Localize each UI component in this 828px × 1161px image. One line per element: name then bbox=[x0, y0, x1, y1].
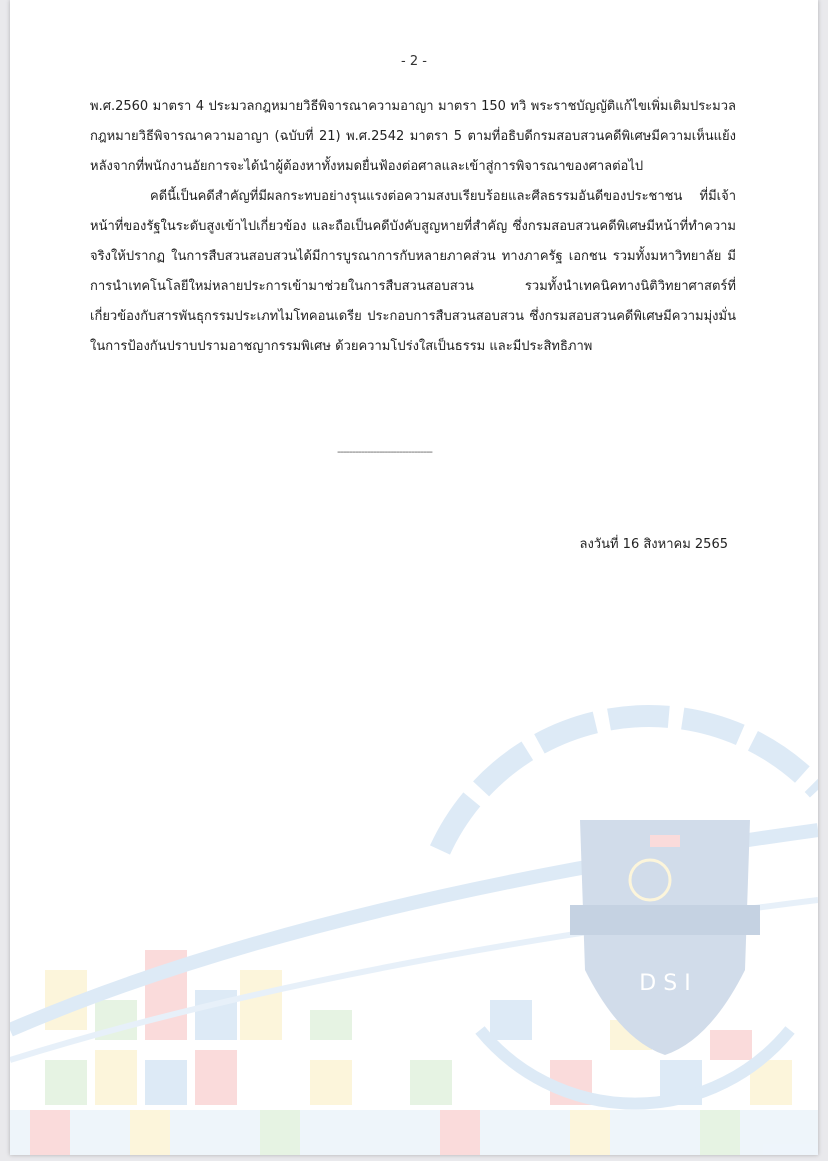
paragraph-2: คดีนี้เป็นคดีสำคัญที่มีผลกระทบอย่างรุนแรงต่อความสงบเรียบร้อยและศีลธรรมอันดีของประชาชน ที่มีเจ้าหน้าที่ของรัฐในระดับสูงเข้าไปเกี่ยวข้อง และถือเป็นคดีบังคับสูญหายที่สำคัญ ซึ่งกรมสอบสวนคดีพิเศษมีหน้าที่ทำความจริงให้ปรากฏ ในการสืบสวนสอบสวนได้มีการบูรณาการกับหลายภาคส่วน ทางภาครัฐ เอกชน รวมทั้งมหาวิทยาลัย มีการนำเทคโนโลยีใหม่หลายประการเข้ามาช่วยในการสืบสวนสอบสวน รวมทั้งนำเทคนิคทางนิติวิทยาศาสตร์ที่เกี่ยวข้องกับสารพันธุกรรมประเภทไมโทคอนเดรีย ประกอบการสืบสวนสอบสวน ซึ่งกรมสอบสวนคดีพิเศษมีความมุ่งมั่นในการป้องกันปราบปรามอาชญากรรมพิเศษ ด้วยความโปร่งใสเป็นธรรม และมีประสิทธิภาพ bbox=[90, 189, 736, 354]
paragraph-1: พ.ศ.2560 มาตรา 4 ประมวลกฎหมายวิธีพิจารณาความอาญา มาตรา 150 ทวิ พระราชบัญญัติแก้ไขเพิ่มเติมประมวลกฎหมายวิธีพิจารณาความอาญา (ฉบับที่ 21) พ.ศ.2542 มาตรา 5 ตามที่อธิบดีกรมสอบสวนคดีพิเศษมีความเห็นแย้ง หลังจากที่พนักงานอัยการจะได้นำผู้ต้องหาทั้งหมดยื่นฟ้องต่อศาลและเข้าสู่การพิจารณาของศาลต่อไป bbox=[90, 99, 736, 174]
separator-line: -------------------------------- bbox=[337, 445, 433, 458]
sign-date: ลงวันที่ 16 สิงหาคม 2565 bbox=[579, 537, 728, 552]
svg-text:D S I: D S I bbox=[639, 971, 691, 996]
dsi-watermark bbox=[10, 700, 818, 1155]
document-page bbox=[10, 0, 818, 1155]
page-number: - 2 - bbox=[401, 54, 427, 69]
dsi-seal-icon bbox=[570, 820, 760, 1055]
body-text bbox=[90, 92, 736, 362]
